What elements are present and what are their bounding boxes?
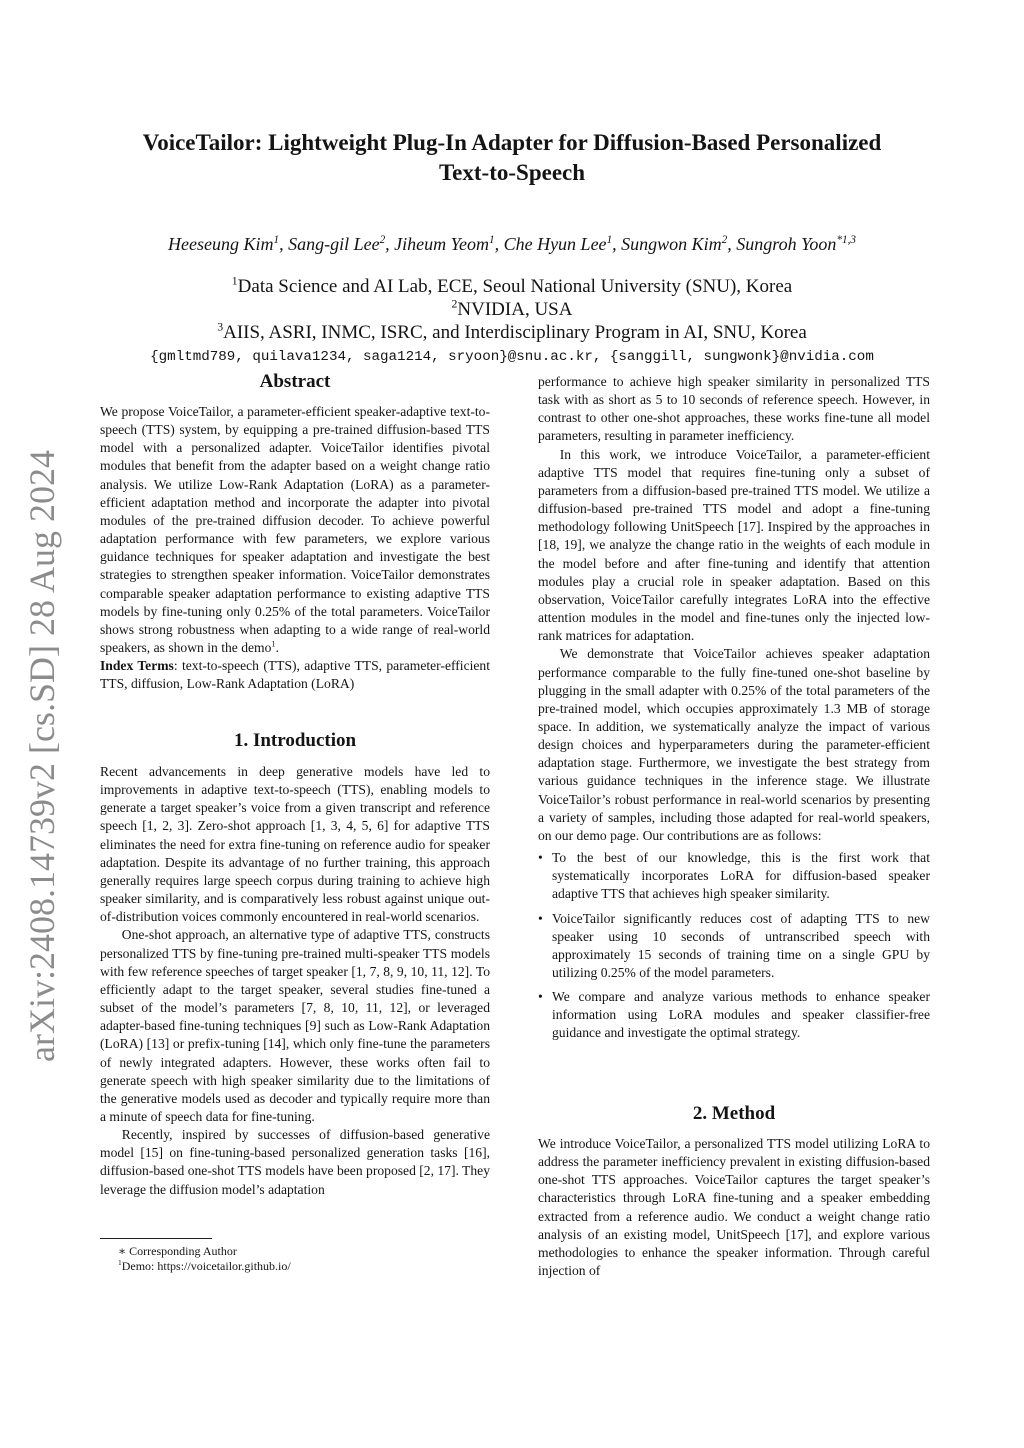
paper-title [0, 128, 1024, 188]
intro-paragraph-5: In this work, we introduce VoiceTailor, a parameter-efficient adaptive TTS model that requires fine-tuning only a subset of parameters from a diffusion-based pre-trained TTS model. We utilize a diffusion-based pre-trained TTS model and adopt a fine-tuning methodology following UnitSpeech [17]. Inspired by the approaches in [18, 19], we analyze the change ratio in the weights of each module in the model before and after fine-tuning and identify that attention modules play a crucial role in speaker adaptation. Based on this observation, VoiceTailor carefully integrates LoRA into the effective attention modules in the model and fine-tunes only the injected low-rank matrices for adaptation. [538, 446, 930, 644]
footnote-demo: $^1$Demo: https://voicetailor.github.io/ [118, 1258, 291, 1273]
affiliation-1: $^1$Data Science and AI Lab, ECE, Seoul National University (SNU), Korea [231, 274, 793, 297]
list-item: • VoiceTailor significantly reduces cost of adapting TTS to new speaker using 10 seconds of untranscribed speech with approximately 15 seconds of training time on a single GPU by utilizing 0.25% of the model parameters. [538, 910, 930, 983]
author: Sungroh Yoon$^{*1,3}$ [736, 234, 856, 254]
arxiv-identifier: arXiv:2408.14739v2 [cs.SD] 28 Aug 2024 [22, 450, 62, 1062]
intro-paragraph-6: We demonstrate that VoiceTailor achieves speaker adaptation performance comparable to the fully fine-tuned one-shot baseline by plugging in the small adapter with 0.25% of the total parameters of the pre-trained model, which occupies approximately 1.3 MB of storage space. In addition, we systematically analyze the impact of various design choices and hyperparameters during the parameter-efficient adaptation stage. Furthermore, we investigate the best strategy from various guidance techniques in the inference stage. We illustrate VoiceTailor’s robust performance in real-world scenarios by presenting a variety of samples, including those adapted for real-world speakers, on our demo page. Our contributions are as follows: [538, 646, 930, 843]
abstract-body [100, 403, 490, 694]
author: Sungwon Kim$^2$ [621, 234, 728, 254]
author: Jiheum Yeom$^1$ [394, 234, 495, 254]
contribution-list [538, 849, 930, 1043]
title-line-1: VoiceTailor: Lightweight Plug-In Adapter for Diffusion-Based Personalized [142, 130, 882, 155]
introduction-heading: 1. Introduction [233, 730, 357, 751]
author: Che Hyun Lee$^1$ [503, 234, 613, 254]
author: Heeseung Kim$^1$ [168, 234, 280, 254]
author-list: Heeseung Kim$^1$, Sang-gil Lee$^2$, Jiheum Yeom$^1$, Che Hyun Lee$^1$, Sungwon Kim$^2$, Sungroh Yoon$^{*1,3}$ [168, 234, 856, 254]
affiliation-3: $^3$AIIS, ASRI, INMC, ISRC, and Interdisciplinary Program in AI, SNU, Korea [217, 320, 807, 343]
list-item: • To the best of our knowledge, this is the first work that systematically incorporates LoRA for diffusion-based speaker adaptive TTS that achieves high speaker similarity. [538, 849, 930, 903]
method-paragraph-1: We introduce VoiceTailor, a personalized TTS model utilizing LoRA to address the parameter inefficiency prevalent in existing diffusion-based one-shot TTS approaches. VoiceTailor captures the target speaker’s characteristics through LoRA fine-tuning and a speaker embedding extracted from a reference audio. We conduct a weight change ratio analysis of an existing model, UnitSpeech [17], and explore various methodologies to enhance the speaker information. Through careful injection of [538, 1136, 930, 1279]
intro-paragraph-4: performance to achieve high speaker similarity in personalized TTS task with as short as 5 to 10 seconds of reference speech. However, in contrast to other one-shot approaches, these works fine-tune all model parameters, resulting in parameter inefficiency. [538, 374, 930, 444]
method-body [538, 1135, 930, 1280]
footnote-corresponding: ∗ Corresponding Author [118, 1244, 237, 1258]
author: Sang-gil Lee$^2$ [288, 234, 386, 254]
introduction-left-body [100, 763, 490, 1199]
title-line-2: Text-to-Speech [438, 160, 586, 185]
list-item: • We compare and analyze various methods to enhance speaker information using LoRA modules and speaker classifier-free guidance and investigate the optimal strategy. [538, 988, 930, 1042]
introduction-right-body [538, 373, 930, 1049]
abstract-heading: Abstract [259, 371, 331, 392]
affiliation-2: $^2$NVIDIA, USA [451, 297, 573, 320]
intro-paragraph-2: One-shot approach, an alternative type of adaptive TTS, constructs personalized TTS by fine-tuning pre-trained multi-speaker TTS models with few reference speeches of target speaker [1, 7, 8, 9, 10, 11, 12]. To efficiently adapt to the target speaker, several studies fine-tuned a subset of the model’s parameters [7, 8, 10, 11, 12], or leveraged adapter-based fine-tuning techniques [9] such as Low-Rank Adaptation (LoRA) [13] or prefix-tuning [14], which only fine-tune the parameters of newly integrated adapters. However, these works often fail to generate speech with high speaker similarity due to the limitations of the generative models used as decoder and typically require more than a minute of speech data for fine-tuning. [100, 927, 490, 1124]
footnote-rule [100, 1238, 212, 1239]
index-terms: Index Terms: text-to-speech (TTS), adaptive TTS, parameter-efficient TTS, diffusion, Low-Rank Adaptation (LoRA) [100, 658, 490, 692]
intro-paragraph-3: Recently, inspired by successes of diffusion-based generative model [15] on fine-tuning-based personalized generation tasks [16], diffusion-based one-shot TTS models have been proposed [2, 17]. They leverage the diffusion model’s adaptation [100, 1127, 490, 1197]
method-heading: 2. Method [692, 1103, 776, 1124]
author-emails: {gmltmd789, quilava1234, saga1214, sryoon}@snu.ac.kr, {sanggill, sungwonk}@nvidia.com [150, 349, 874, 365]
intro-paragraph-1: Recent advancements in deep generative models have led to improvements in adaptive text-to-speech (TTS), enabling models to generate a target speaker’s voice from a given transcript and reference speech [1, 2, 3]. Zero-shot approach [1, 3, 4, 5, 6] for adaptive TTS eliminates the need for extra fine-tuning on reference audio for speaker adaptation. Despite its advantage of no further training, this approach generally requires large speech corpus during training to achieve high speaker similarity, and is comparatively less robust against unique out-of-distribution voices commonly encountered in real-world scenarios. [100, 764, 490, 925]
abstract-text: We propose VoiceTailor, a parameter-efficient speaker-adaptive text-to-speech (TTS) system, by equipping a pre-trained diffusion-based TTS model with a personalized adapter. VoiceTailor identifies pivotal modules that benefit from the adapter based on a weight change ratio analysis. We utilize Low-Rank Adaptation (LoRA) as a parameter-efficient adaptation method and incorporate the adapter into pivotal modules of the pre-trained diffusion decoder. To achieve powerful adaptation performance with few parameters, we explore various guidance techniques for speaker adaptation and investigate the best strategies to strengthen speaker information. VoiceTailor demonstrates comparable speaker adaptation performance to existing adaptive TTS models by fine-tuning only 0.25% of the total parameters. VoiceTailor shows strong robustness when adapting to a wide range of real-world speakers, as shown in the demo$^1$. [100, 404, 490, 656]
